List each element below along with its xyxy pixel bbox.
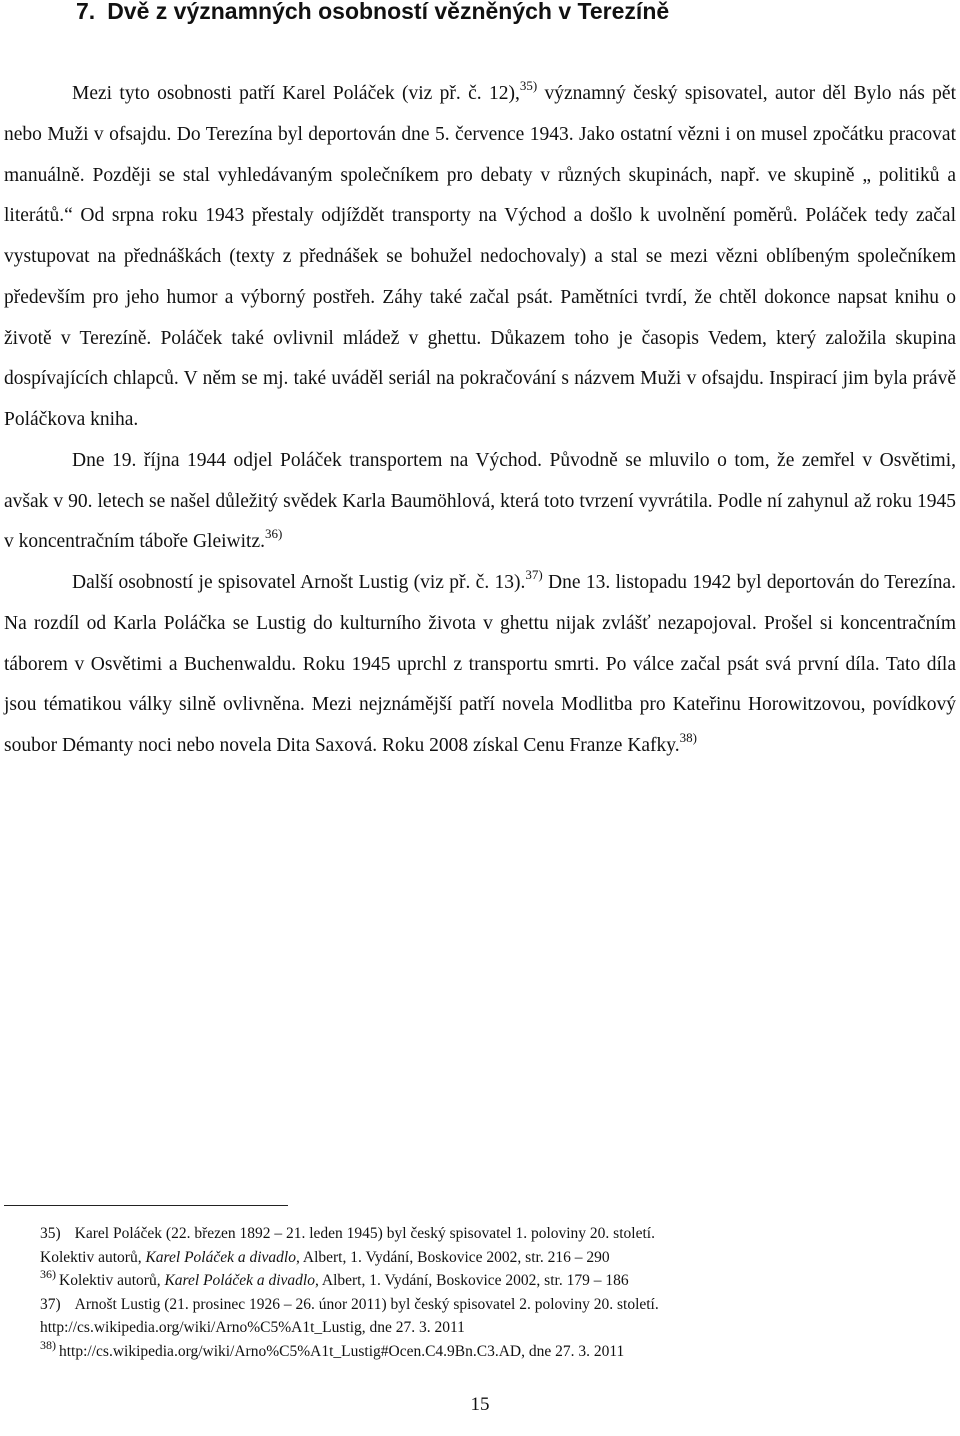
footnote-book-title: Karel Poláček a divadlo xyxy=(164,1272,315,1289)
footnote-text: , Albert, 1. Vydání, Boskovice 2002, str. 179 – 186 xyxy=(314,1272,629,1289)
footnote-marker: 36) xyxy=(40,1267,56,1281)
footnote-ref-38: 38) xyxy=(679,730,698,745)
paragraph-text: Další osobností je spisovatel Arnošt Lustig (viz př. č. 13). xyxy=(72,572,526,593)
paragraph-text: Dne 19. října 1944 odjel Poláček transportem na Východ. Původně se mluvilo o tom, že zemřel v Osvětimi, avšak v 90. letech se našel důležitý svědek Karla Baumöhlová, která toto tvrzení vyvrátila. Podle ní zahynul až roku 1945 v koncentračním táboře Gleiwitz. xyxy=(4,449,956,553)
footnote-36 xyxy=(40,1269,920,1293)
footnote-url: http://cs.wikipedia.org/wiki/Arno%C5%A1t_Lustig#Ocen.C4.9Bn.C3.AD, dne 27. 3. 2011 xyxy=(59,1342,625,1360)
footnote-book-title: Karel Poláček a divadlo xyxy=(145,1248,296,1266)
footnote-marker: 35) xyxy=(40,1225,61,1242)
footnote-marker: 38) xyxy=(40,1337,56,1352)
footnote-ref-37: 37) xyxy=(525,567,543,582)
footnote-marker: 37) xyxy=(40,1295,61,1313)
paragraph-polacek xyxy=(4,74,956,441)
footnote-35-source xyxy=(40,1246,920,1270)
footnote-text: Karel Poláček (22. březen 1892 – 21. leden 1945) byl český spisovatel 1. poloviny 20. století. xyxy=(74,1225,655,1242)
chapter-heading xyxy=(76,0,669,28)
chapter-title: Dvě z významných osobností vězněných v Terezíně xyxy=(107,0,670,24)
footnote-38 xyxy=(40,1337,920,1364)
paragraph-lustig xyxy=(4,563,956,767)
paragraph-text: Dne 13. listopadu 1942 byl deportován do Terezína. Na rozdíl od Karla Poláčka se Lustig do kulturního života v ghettu nijak zvlášť nezapojoval. Prošel si koncentračním táborem v Osvětimi a Buchenwaldu. Roku 1945 uprchl z transportu smrti. Po válce začal psát svá první díla. Tato díla jsou tématikou války silně ovlivněna. Mezi nejznámější patří novela Modlitba pro Kateřinu Horowitzovou, povídkový soubor Démanty noci nebo novela Dita Saxová. Roku 2008 získal Cenu Franze Kafky. xyxy=(4,572,956,756)
footnotes xyxy=(40,1222,920,1363)
footnote-text: , Albert, 1. Vydání, Boskovice 2002, str. 216 – 290 xyxy=(295,1248,610,1266)
page-number: 15 xyxy=(470,1394,490,1415)
paragraph-text: Mezi tyto osobnosti patří Karel Poláček (viz př. č. 12), xyxy=(72,83,520,104)
body-text xyxy=(4,74,956,767)
footnote-text: Kolektiv autorů, xyxy=(40,1248,146,1266)
footnote-text: Arnošt Lustig (21. prosinec 1926 – 26. únor 2011) byl český spisovatel 2. poloviny 20. století. xyxy=(74,1295,659,1313)
chapter-number: 7. xyxy=(76,0,96,24)
footnote-ref-36: 36) xyxy=(264,526,283,542)
paragraph-text: významný český spisovatel, autor děl Bylo nás pět nebo Muži v ofsajdu. Do Terezína byl deportován dne 5. července 1943. Jako ostatní vězni i on musel zpočátku pracovat manuálně. Později se stal vyhledávaným společníkem pro debaty v různých skupinách, např. ve skupině „ politiků a literátů.“ Od srpna roku 1943 přestaly odjíždět transporty na Východ a došlo k uvolnění poměrů. Poláček tedy začal vystupovat na přednáškách (texty z přednášek se bohužel nedochovaly) a stal se mezi vězni oblíbeným společníkem především pro jeho humor a výborný postřeh. Záhy také začal psát. Pamětníci tvrdí, že chtěl dokonce napsat knihu o životě v Terezíně. Poláček také ovlivnil mládež v ghettu. Důkazem toho je časopis Vedem, který založila skupina dospívajících chlapců. V něm se mj. také uváděl seriál na pokračování s názvem Muži v ofsajdu. Inspirací jim byla právě Poláčkova kniha. xyxy=(4,83,957,430)
footnote-text: Kolektiv autorů, xyxy=(59,1272,165,1289)
footnote-37-source xyxy=(40,1316,920,1340)
footnote-35 xyxy=(40,1222,920,1246)
footnote-url: http://cs.wikipedia.org/wiki/Arno%C5%A1t_Lustig, dne 27. 3. 2011 xyxy=(40,1319,465,1336)
footnote-ref-35: 35) xyxy=(519,78,538,93)
footnote-separator xyxy=(4,1205,288,1206)
footnote-37 xyxy=(40,1293,920,1317)
paragraph-polacek-death xyxy=(4,441,956,563)
